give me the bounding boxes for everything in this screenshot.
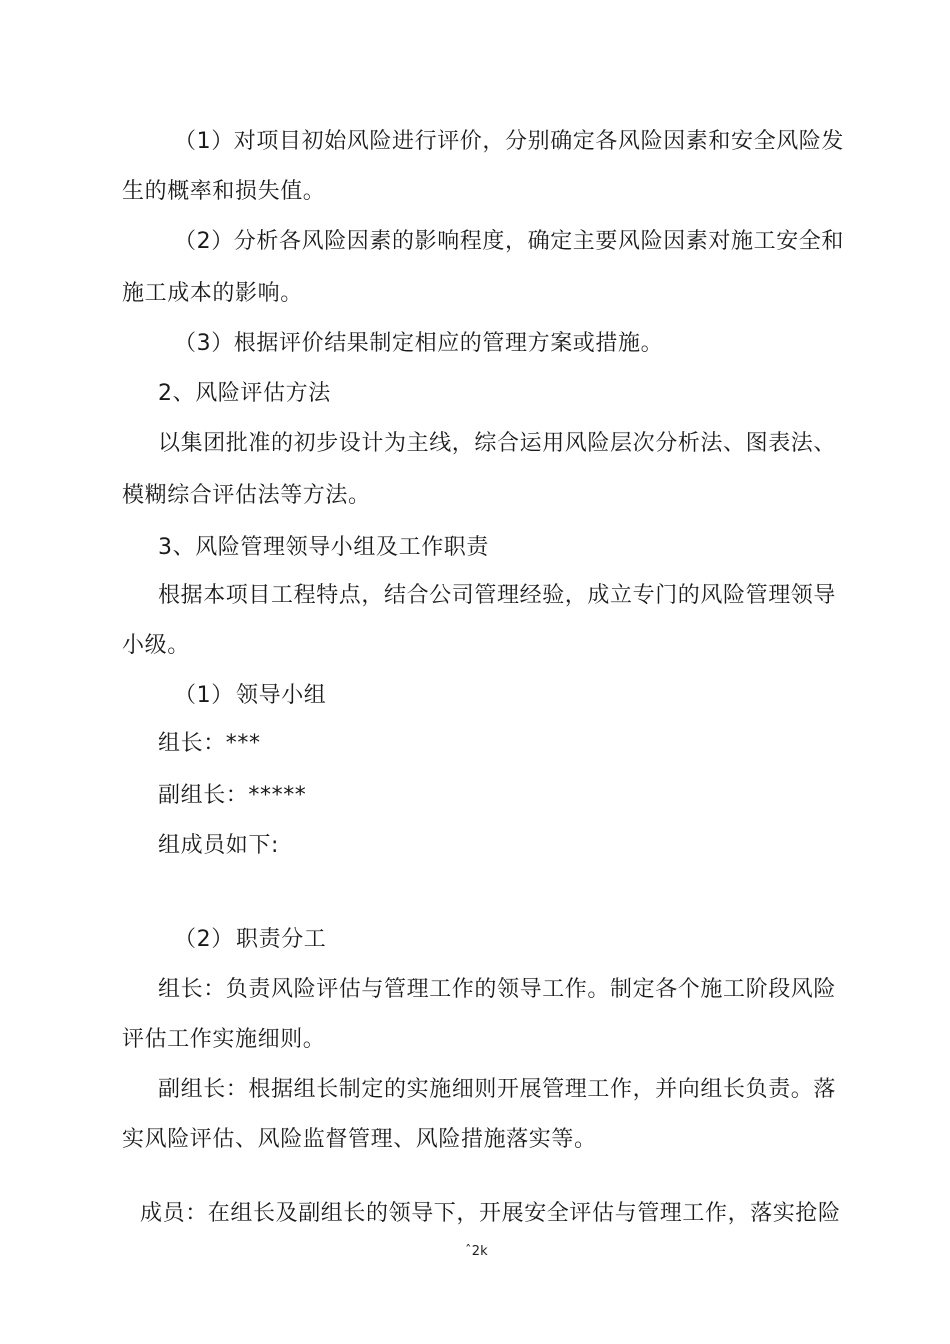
subsection-number: （1） <box>174 683 234 708</box>
paragraph-line: 实风险评估、风险监督管理、风险措施落实等。 <box>122 1127 597 1152</box>
paragraph-line: 以集团批准的初步设计为主线，综合运用风险层次分析法、图表法、 <box>158 431 837 456</box>
subsection-number: （2） <box>174 927 234 952</box>
paragraph-line: 组长：负责风险评估与管理工作的领导工作。制定各个施工阶段风险 <box>158 977 837 1002</box>
subsection-title: 职责分工 <box>236 927 327 952</box>
paragraph-line: 根据本项目工程特点，结合公司管理经验，成立专门的风险管理领导 <box>158 583 837 608</box>
paragraph-line: （3）根据评价结果制定相应的管理方案或措施。 <box>174 331 664 356</box>
paragraph-line: 模糊综合评估法等方法。 <box>122 483 371 508</box>
paragraph-line: 组长：*** <box>158 731 261 756</box>
page-number: ˆ2k <box>465 1244 488 1259</box>
paragraph-line: （1）对项目初始风险进行评价，分别确定各风险因素和安全风险发 <box>174 129 844 154</box>
paragraph-line: 评估工作实施细则。 <box>122 1027 326 1052</box>
paragraph-line: （2）分析各风险因素的影响程度，确定主要风险因素对施工安全和 <box>174 229 844 254</box>
section-heading: 2、风险评估方法 <box>158 381 331 406</box>
paragraph-line: 生的概率和损失值。 <box>122 179 326 204</box>
paragraph-line: 组成员如下: <box>158 833 280 858</box>
subsection-title: 领导小组 <box>236 683 327 708</box>
paragraph-line: 成员：在组长及副组长的领导下，开展安全评估与管理工作，落实抢险 <box>140 1201 841 1226</box>
paragraph-line: 副组长：根据组长制定的实施细则开展管理工作，并向组长负责。落 <box>158 1077 837 1102</box>
paragraph-line: 施工成本的影响。 <box>122 281 303 306</box>
paragraph-line: 小级。 <box>122 633 190 658</box>
paragraph-line: 副组长：***** <box>158 783 307 808</box>
section-heading: 3、风险管理领导小组及工作职责 <box>158 535 489 560</box>
